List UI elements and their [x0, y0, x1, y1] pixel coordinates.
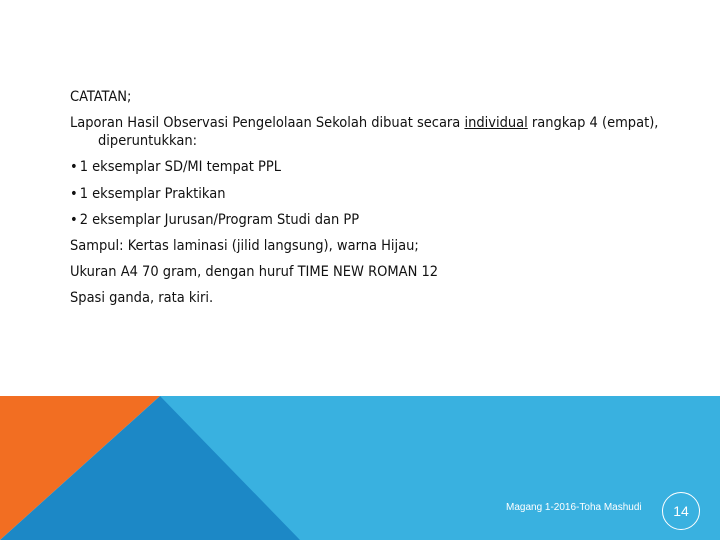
heading: CATATAN; — [70, 89, 132, 105]
slide-content — [70, 88, 670, 315]
paragraph-report — [70, 114, 670, 150]
bullet-item — [70, 158, 670, 176]
underlined-word: individual — [464, 115, 528, 132]
paragraph-report-part1: Laporan Hasil Observasi Pengelolaan Sekolah dibuat secara — [70, 115, 465, 132]
bullet-item — [70, 211, 670, 229]
cover-line: Sampul: Kertas laminasi (jilid langsung), warna Hijau; — [70, 237, 419, 254]
bullet-text: 1 eksemplar SD/MI tempat PPL — [79, 159, 282, 176]
page-number: 14 — [662, 492, 700, 530]
paper-size-line: Ukuran A4 70 gram, dengan huruf TIME NEW ROMAN 12 — [70, 263, 439, 280]
spacing-line: Spasi ganda, rata kiri. — [70, 290, 214, 306]
bullet-text: 1 eksemplar Praktikan — [79, 185, 226, 202]
paragraph-report-part2: rangkap 4 (empat), diperuntukkan: — [98, 115, 659, 150]
bullet-item — [70, 185, 670, 203]
bullet-text: 2 eksemplar Jurusan/Program Studi dan PP — [79, 211, 360, 228]
footer-text: Magang 1-2016-Toha Mashudi — [506, 502, 642, 513]
